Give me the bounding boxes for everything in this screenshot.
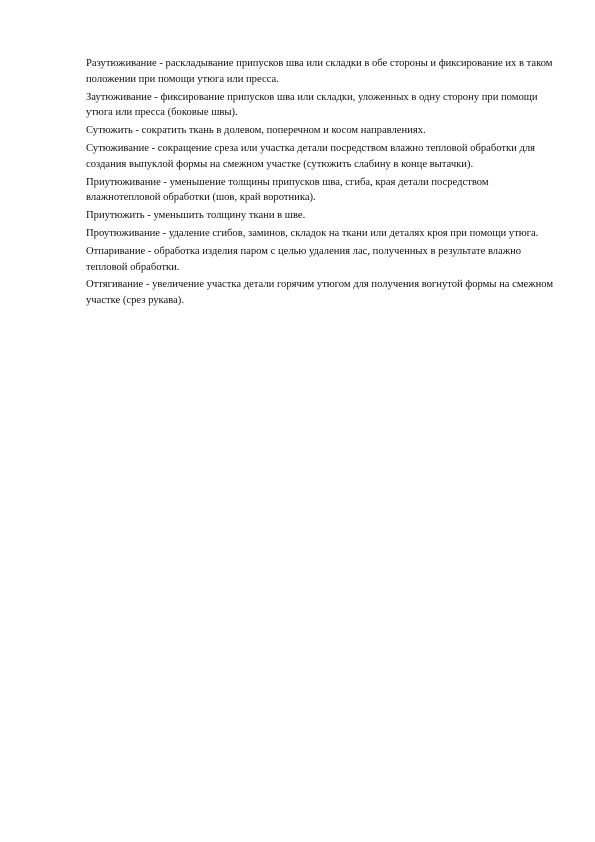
paragraph-razutyuzhivanie: Разутюживание - раскладывание припусков шва или складки в обе стороны и фиксирование их в таком положении при помощи утюга или пресса. (86, 58, 553, 85)
paragraph-ottyagivanie: Оттягивание - увеличение участка детали горячим утюгом для получения вогнутой формы на смежном участке (срез рукава). (86, 279, 554, 307)
paragraph-proutyuzhivanie: Проутюживание - удаление сгибов, заминов, складок на ткани или деталях кроя при помощи утюга. (86, 227, 539, 239)
paragraph-sutyuzhit: Сутюжить - сократить ткань в долевом, поперечном и косом направлениях. (86, 125, 426, 137)
paragraph-otparivanie: Отпаривание - обработка изделия паром с целью удаления лас, полученных в результате влажно тепловой обработки. (86, 245, 522, 273)
paragraph-priutyuzhivanie: Приутюживание - уменьшение толщины припусков шва, сгиба, края детали посредством влажнотепловой обработки (шов, край воротника). (86, 176, 489, 204)
paragraph-sutyuzhivanie: Сутюживание - сокращение среза или участка детали посредством влажно тепловой обработки для создания выпуклой формы на смежном участке (сутюжить слабину в конце вытачки). (86, 142, 536, 170)
paragraph-priutyuzhit: Приутюжить - уменьшить толщину ткани в шве. (86, 210, 306, 222)
document-body (86, 56, 554, 311)
paragraph-zautyuzhivanie: Заутюживание - фиксирование припусков шва или складки, уложенных в одну сторону при помощи утюга или пресса (боковые швы). (86, 91, 538, 119)
